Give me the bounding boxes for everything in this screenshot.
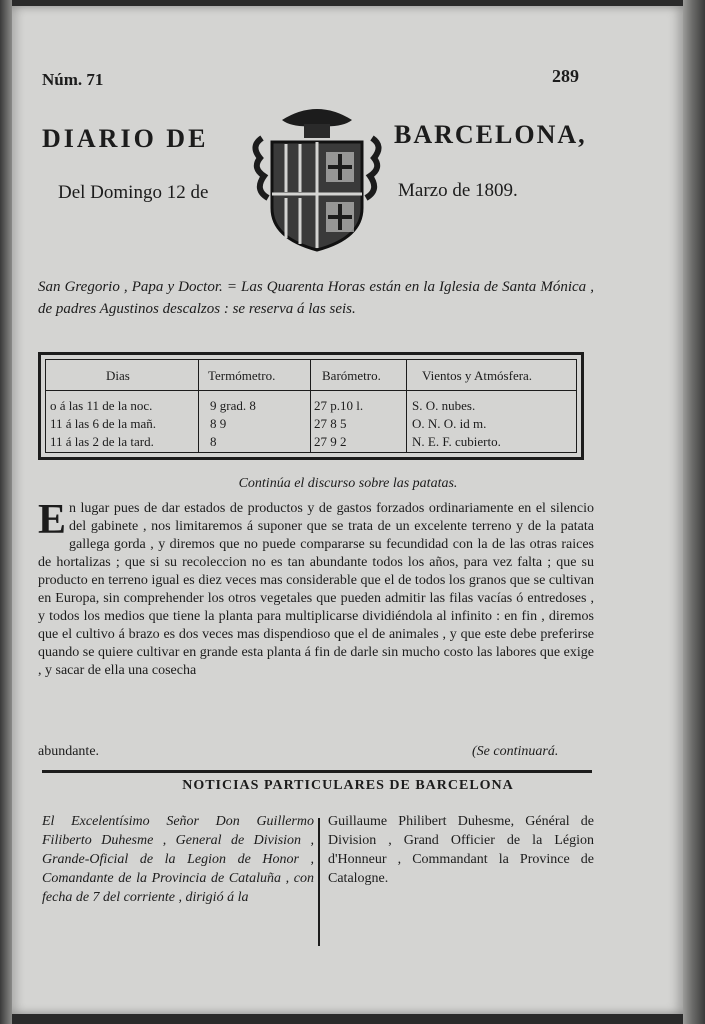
weather-row-barometer: 27 p.10 l. bbox=[314, 398, 364, 413]
weather-row-time: 11 á las 2 de la tard. bbox=[50, 434, 154, 449]
drop-cap: E bbox=[38, 497, 67, 543]
weather-table bbox=[38, 352, 584, 460]
weather-row-winds: N. E. F. cubierto. bbox=[412, 434, 501, 449]
article-body bbox=[38, 497, 594, 680]
weather-row-thermometer: 9 grad. 8 bbox=[210, 398, 256, 413]
page-left-edge bbox=[0, 0, 12, 1024]
weather-row-thermometer: 8 9 bbox=[210, 416, 227, 431]
weather-row-winds: S. O. nubes. bbox=[412, 398, 476, 413]
column-divider bbox=[318, 818, 320, 946]
weather-header-barometer: Barómetro. bbox=[322, 368, 381, 383]
section-divider bbox=[42, 770, 592, 773]
weather-row-barometer: 27 8 5 bbox=[314, 416, 347, 431]
continued-note: (Se continuará. bbox=[472, 744, 559, 759]
date-line-left: Del Domingo 12 de bbox=[58, 182, 209, 203]
notice-spanish-column: El Excelentísimo Señor Don Guillermo Filiberto Duhesme , General de Division , Grande-Oficial de la Legion de Honor , Comandante de la Provincia de Cataluña , con fecha de 7 del corriente , dirigió á la bbox=[42, 814, 314, 905]
noticias-title: NOTICIAS PARTICULARES DE BARCELONA bbox=[182, 778, 514, 793]
weather-row-winds: O. N. O. id m. bbox=[412, 416, 487, 431]
newspaper-page bbox=[12, 6, 684, 1014]
article-text: n lugar pues de dar estados de productos y de gastos forzados ordinariamente en el silencio del gabinete , nos limitaremos á suponer que se trata de un excelente terreno y de la patata gallega gorda , y diremos que no puede compararse su fecundidad con la de las otras raices de hortalizas ; que si su recoleccion no es tan abundante todos los años, para vez falta ; que su producto en terreno igual es diez veces mas considerable que el de todos los granos que se cultivan en Europa, sin comprehender los otros vegetales que pueden admitir las filas vacías ó entredoses , y todos los medios que tiene la planta para multiplicarse dividiéndola al infinito : en fin , diremos que el cultivo á brazo es dos veces mas dispendioso que el de animales , y que este debe preferirse quando se quiere cultivar en grande esta planta á fin de darle sin mucho costo las labores que exige , y sacar de ella una cosecha bbox=[38, 501, 594, 678]
weather-row-barometer: 27 9 2 bbox=[314, 434, 347, 449]
weather-header-thermometer: Termómetro. bbox=[208, 368, 276, 383]
notice-french-column: Guillaume Philibert Duhesme, Général de Division , Grand Officier de la Légion d'Honneur , Commandant la Province de Catalogne. bbox=[328, 814, 594, 886]
masthead-title-right: BARCELONA, bbox=[394, 120, 587, 149]
date-line-right: Marzo de 1809. bbox=[398, 180, 518, 201]
issue-number: Núm. 71 bbox=[42, 70, 104, 89]
weather-header-days: Dias bbox=[106, 368, 130, 383]
weather-row-time: o á las 11 de la noc. bbox=[50, 398, 153, 413]
page-number: 289 bbox=[552, 66, 579, 86]
masthead-title-left: DIARIO DE bbox=[42, 124, 209, 153]
saint-day-notice: San Gregorio , Papa y Doctor. = Las Quarenta Horas están en la Iglesia de Santa Mónica , de padres Agustinos descalzos : se reserva á las seis. bbox=[38, 279, 594, 317]
article-last-line: abundante. bbox=[38, 744, 100, 759]
weather-row-time: 11 á las 6 de la mañ. bbox=[50, 416, 157, 431]
article-subhead: Continúa el discurso sobre las patatas. bbox=[238, 476, 458, 491]
page-right-edge bbox=[683, 0, 705, 1024]
weather-row-thermometer: 8 bbox=[210, 434, 217, 449]
coat-of-arms-icon bbox=[242, 98, 392, 258]
weather-header-winds: Vientos y Atmósfera. bbox=[422, 368, 533, 383]
